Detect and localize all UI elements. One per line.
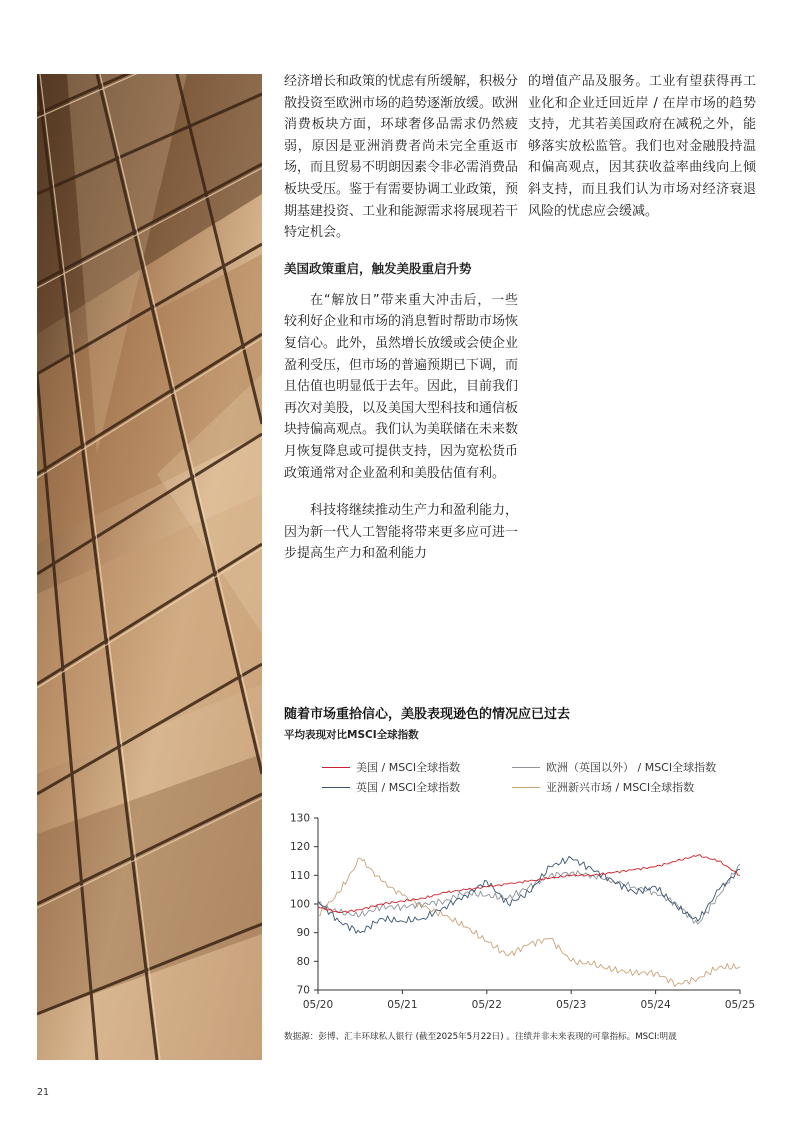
x-tick-label: 05/25: [724, 999, 756, 1011]
x-tick-label: 05/24: [640, 999, 671, 1011]
series-line-1: [318, 864, 740, 924]
text-column-left: [284, 71, 518, 565]
y-tick-label: 90: [296, 927, 310, 940]
x-tick-label: 05/21: [387, 999, 418, 1011]
architecture-photo: [37, 74, 262, 1060]
legend-label: 英国 / MSCI全球指数: [356, 781, 461, 794]
x-tick-label: 05/23: [556, 999, 587, 1011]
legend-label: 亚洲新兴市场 / MSCI全球指数: [546, 781, 695, 794]
chart-title: 随着市场重拾信心，美股表现逊色的情况应已过去: [284, 707, 571, 722]
legend-label: 欧洲（英国以外） / MSCI全球指数: [546, 761, 717, 774]
legend-swatch: [512, 767, 540, 768]
y-tick-label: 80: [296, 955, 310, 968]
x-tick-label: 05/20: [302, 999, 334, 1011]
chart-subtitle: 平均表现对比MSCI全球指数: [284, 729, 419, 741]
y-tick-label: 100: [289, 898, 310, 911]
legend-label: 美国 / MSCI全球指数: [356, 761, 461, 774]
text-column-right: [528, 71, 756, 222]
y-tick-label: 110: [289, 869, 310, 882]
y-tick-label: 130: [289, 812, 310, 825]
series-line-3: [318, 858, 740, 987]
legend-item-europe: [512, 759, 716, 775]
y-tick-label: 70: [296, 984, 310, 997]
y-tick-label: 120: [289, 841, 310, 854]
legend-item-uk: [322, 779, 460, 795]
paragraph: 的增值产品及服务。工业有望获得再工业化和企业迁回近岸 / 在岸市场的趋势支持，尤其若美国政府在减税之外，能够落实放松监管。我们也对金融股持温和偏高观点，因其获收益率曲线向上倾斜支持，而且我们认为市场对经济衰退风险的忧虑应会缓减。: [528, 74, 756, 219]
paragraph: 科技将继续推动生产力和盈利能力，因为新一代人工智能将带来更多应可进一步提高生产力和盈利能力: [284, 503, 519, 562]
legend-swatch: [322, 767, 350, 768]
legend-item-asia-em: [512, 779, 694, 795]
chart-source-note: 数据源：彭博、汇丰环球私人银行 (截至2025年5月22日) 。往绩并非未来表现的可靠指标。MSCI:明晟: [284, 1032, 677, 1042]
series-line-2: [318, 856, 740, 933]
paragraph: 在“解放日”带来重大冲击后，一些较利好企业和市场的消息暂时帮助市场恢复信心。此外，虽然增长放缓或会使企业盈利受压，但市场的普遍预期已下调，而且估值也明显低于去年。因此，目前我们再次对美股，以及美国大型科技和通信板块持偏高观点。我们认为美联储在未来数月恢复降息或可提供支持，因为宽松货币政策通常对企业盈利和美股估值有利。: [284, 292, 519, 481]
legend-item-us: [322, 759, 460, 775]
legend-swatch: [512, 787, 540, 788]
section-heading: 美国政策重启，触发美股重启升势: [284, 260, 472, 276]
page-number: 21: [37, 1087, 50, 1098]
line-chart: [282, 808, 762, 1022]
x-tick-label: 05/22: [471, 999, 502, 1011]
legend-swatch: [322, 787, 350, 788]
paragraph: 经济增长和政策的忧虑有所缓解，积极分散投资至欧洲市场的趋势逐渐放缓。欧洲消费板块方面，环球奢侈品需求仍然疲弱，原因是亚洲消费者尚未完全重返市场，而且贸易不明朗因素令非必需消费品板块受压。鉴于有需要协调工业政策，预期基建投资、工业和能源需求将展现若干特定机会。: [284, 74, 519, 241]
chart-canvas: [282, 808, 762, 1018]
